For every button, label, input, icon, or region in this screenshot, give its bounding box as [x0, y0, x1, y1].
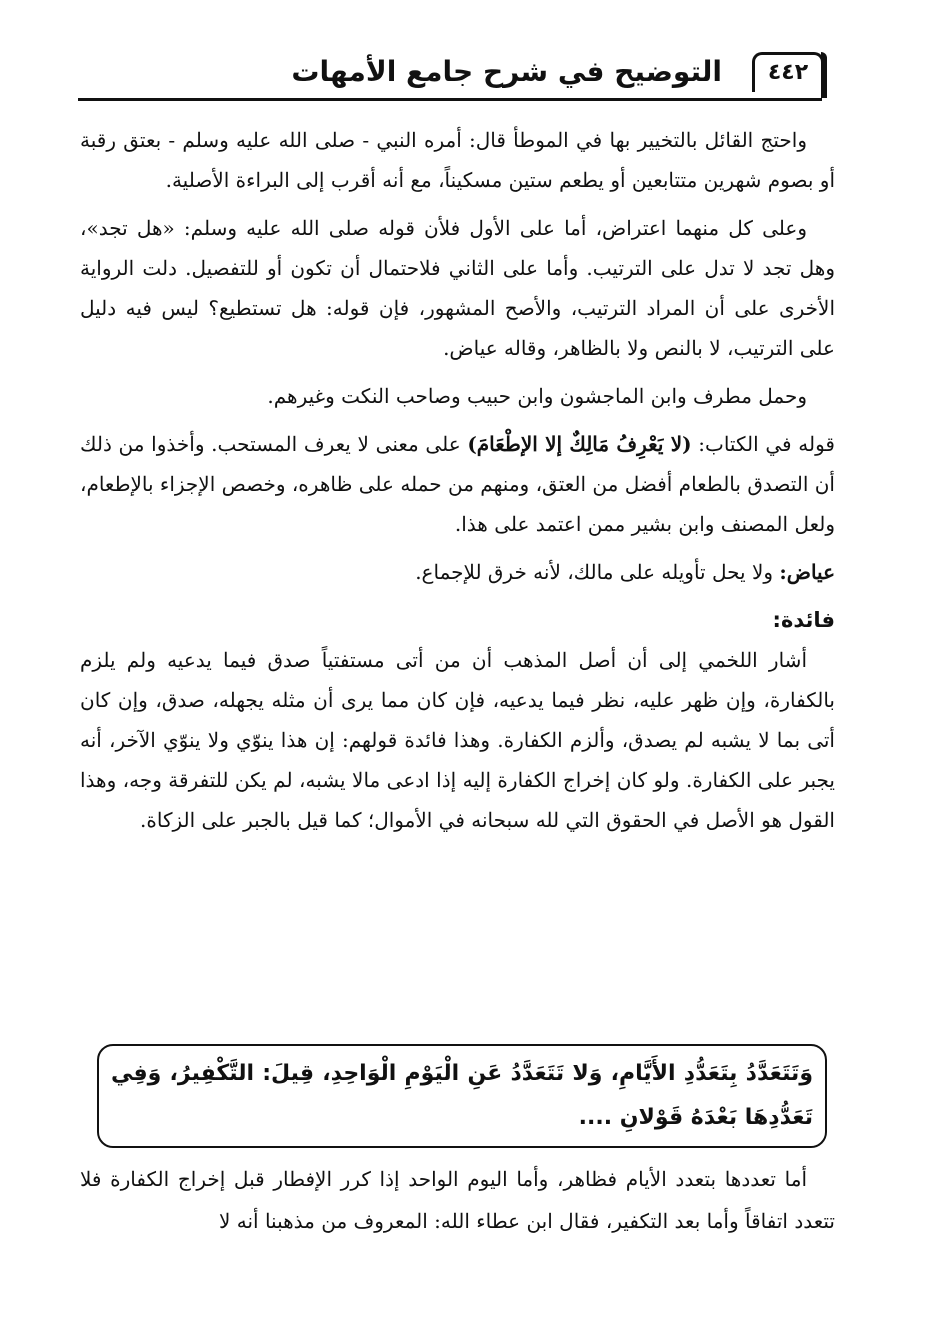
paragraph-2: وعلى كل منهما اعتراض، أما على الأول فلأن قوله صلى الله عليه وسلم: «هل تجد»، وهل تجد لا تدل على الترتيب. وأما على الثاني فلاحتمال أن تكون أو للتفصيل. دلت الرواية الأخرى على أن المراد الترتيب، والأصح المشهور، فإن قوله: هل تستطيع؟ ليس فيه دليل على الترتيب، لا بالنص ولا بالظاهر، وقاله عياض.	[80, 216, 835, 360]
paragraph-3: وحمل مطرف وابن الماجشون وابن حبيب وصاحب النكت وغيرهم.	[267, 384, 807, 408]
body-text	[80, 120, 835, 848]
quoted-phrase: (لا يَعْرِفُ مَالِكٌ إلا الإطْعَامَ)	[467, 432, 692, 456]
running-title: التوضيح في شرح جامع الأمهات	[291, 55, 722, 88]
section-heading-faida: فائدة:	[772, 608, 835, 632]
cited-scholar-name: عياض:	[779, 560, 835, 584]
paragraph-4	[80, 424, 835, 544]
paragraph-1: واحتج القائل بالتخيير بها في الموطأ قال: أمره النبي - صلى الله عليه وسلم - بعتق رقبة أو بصوم شهرين متتابعين أو يطعم ستين مسكيناً، مع أنه أقرب إلى البراءة الأصلية.	[80, 128, 835, 192]
paragraph-7: أما تعددها بتعدد الأيام فظاهر، وأما اليوم الواحد إذا كرر الإفطار قبل إخراج الكفارة فلا تتعدد اتفاقاً وأما بعد التكفير، فقال ابن عطاء الله: المعروف من مذهبنا أنه لا	[80, 1167, 835, 1233]
paragraph-4-lead: قوله في الكتاب:	[691, 432, 835, 456]
page-number: ٤٤٢	[752, 52, 824, 92]
commentary-continuation	[80, 1158, 835, 1242]
paragraph-5	[80, 552, 835, 592]
paragraph-4-rest: على معنى لا يعرف المستحب. وأخذوا من ذلك أن التصدق بالطعام أفضل من العتق، ومنهم من حمله على ظاهره، وخصص الإجزاء بالإطعام، ولعل المصنف وابن بشير ممن اعتمد على هذا.	[80, 432, 835, 536]
paragraph-6: أشار اللخمي إلى أن أصل المذهب أن من أتى مستفتياً صدق فيما يدعيه ولم يلزم بالكفارة، وإن ظهر عليه، نظر فيما يدعيه، فإن كان مما يرى أن مثله يجهله، صدق، وإن كان أتى بما لا يشبه لم يصدق، وألزم الكفارة. وهذا فائدة قولهم: إن هذا ينوّي ولا ينوّي الآخر، أنه يجبر على الكفارة. ولو كان إخراج الكفارة إليه إذا ادعى مالا يشبه، لم يكن للتفرقة وجه، وهذا القول هو الأصل في الحقوق التي لله سبحانه في الأموال؛ كما قيل بالجبر على الزكاة.	[80, 648, 835, 832]
paragraph-5-rest: ولا يحل تأويله على مالك، لأنه خرق للإجماع.	[415, 560, 780, 584]
matn-box: وَتَتَعَدَّدُ بِتَعَدُّدِ الأَيَّامِ، وَلا تَتَعَدَّدُ عَنِ الْيَوْمِ الْوَاحِدِ، قِيلَ: التَّكْفِيرُ، وَفِي تَعَدُّدِهَا بَعْدَهُ قَوْلانِ ....	[97, 1044, 827, 1148]
header-rule	[78, 98, 822, 101]
